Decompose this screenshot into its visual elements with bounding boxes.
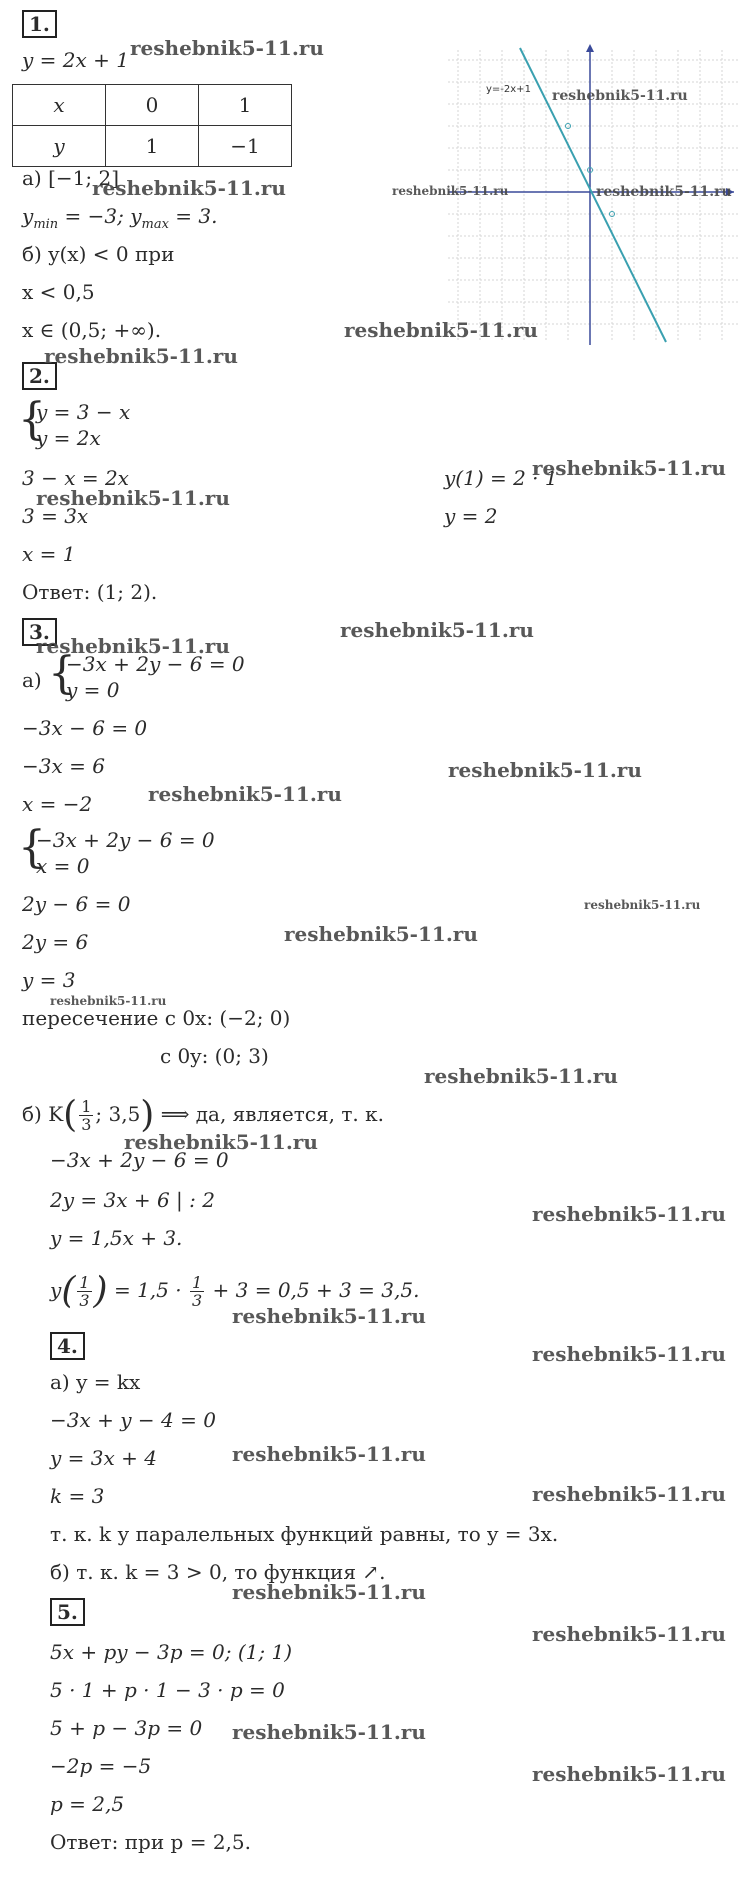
task-4-line-4: k = 3 <box>50 1484 105 1508</box>
table-x-value-2: 1 <box>199 85 292 126</box>
watermark: reshebnik5-11.ru <box>596 184 732 200</box>
task-4-line-2: −3x + y − 4 = 0 <box>50 1408 216 1432</box>
task-5-line-3: 5 + p − 3p = 0 <box>50 1716 203 1740</box>
task-2-answer: Ответ: (1; 2). <box>22 580 158 604</box>
watermark: reshebnik5-11.ru <box>232 1304 426 1328</box>
watermark: reshebnik5-11.ru <box>532 1622 726 1646</box>
task-2-line-1: 3 − x = 2x <box>22 466 129 490</box>
value-table <box>12 84 292 167</box>
watermark: reshebnik5-11.ru <box>424 1064 618 1088</box>
watermark: reshebnik5-11.ru <box>44 344 238 368</box>
table-y-label: y <box>13 126 106 167</box>
task-3-sys-b-1: −3x + 2y − 6 = 0 <box>36 828 215 852</box>
task-2-line-2: 3 = 3x <box>22 504 89 528</box>
task-4-line-6: б) т. к. k = 3 > 0, то функция ↗. <box>50 1560 386 1584</box>
watermark: reshebnik5-11.ru <box>532 456 726 480</box>
task-2-line-3: x = 1 <box>22 542 76 566</box>
task-2-right-2: y = 2 <box>444 504 498 528</box>
graph-label: y=-2x+1 <box>486 84 531 95</box>
watermark: reshebnik5-11.ru <box>532 1202 726 1226</box>
task-1-line-a: а) [−1; 2] <box>22 166 119 190</box>
watermark: reshebnik5-11.ru <box>344 318 538 342</box>
watermark: reshebnik5-11.ru <box>232 1720 426 1744</box>
watermark: reshebnik5-11.ru <box>284 922 478 946</box>
task-1-line-b3: x ∈ (0,5; +∞). <box>22 318 162 342</box>
task-3-b-3: y = 1,5x + 3. <box>50 1226 183 1250</box>
watermark: reshebnik5-11.ru <box>130 36 324 60</box>
y-axis-arrow <box>586 44 594 52</box>
task-3-line-6: y = 3 <box>22 968 76 992</box>
system-brace: { <box>48 648 76 699</box>
task-2-sys-1: y = 3 − x <box>36 400 131 424</box>
task-3-line-2: −3x = 6 <box>22 754 105 778</box>
watermark: reshebnik5-11.ru <box>148 782 342 806</box>
task-5-line-4: −2p = −5 <box>50 1754 152 1778</box>
table-y-value-2: −1 <box>199 126 292 167</box>
task-3-b-line: б) K( $\frac{1}{3}$ ; 3,5) ⟹ да, является, т. к. <box>22 1094 384 1136</box>
task-1-line-b2: x < 0,5 <box>22 280 95 304</box>
task-3-b-4: y( $\frac{1}{3}$ ) = 1,5 · $\frac{1}{3}$ + 3 = 0,5 + 3 = 3,5. <box>50 1270 420 1312</box>
watermark: reshebnik5-11.ru <box>532 1482 726 1506</box>
task-2-right-1: y(1) = 2 · 1 <box>444 466 558 490</box>
task-3-number: 3. <box>22 618 57 646</box>
task-5-line-1: 5x + py − 3p = 0; (1; 1) <box>50 1640 293 1664</box>
task-3-line-1: −3x − 6 = 0 <box>22 716 148 740</box>
system-brace: { <box>18 394 46 445</box>
task-3-sys-a-1: −3x + 2y − 6 = 0 <box>66 652 245 676</box>
task-1-equation: y = 2x + 1 <box>22 48 129 72</box>
task-3-sys-b-2: x = 0 <box>36 854 90 878</box>
task-4-line-1: а) y = kx <box>50 1370 141 1394</box>
watermark: reshebnik5-11.ru <box>92 176 286 200</box>
watermark: reshebnik5-11.ru <box>36 486 230 510</box>
table-x-value-1: 0 <box>106 85 199 126</box>
watermark: reshebnik5-11.ru <box>532 1762 726 1786</box>
task-1-line-b: б) y(x) < 0 при <box>22 242 175 266</box>
task-4-number: 4. <box>50 1332 85 1360</box>
task-3-sys-a-2: y = 0 <box>66 678 120 702</box>
watermark: reshebnik5-11.ru <box>232 1580 426 1604</box>
watermark: reshebnik5-11.ru <box>340 618 534 642</box>
watermark: reshebnik5-11.ru <box>584 898 701 912</box>
task-3-line-5: 2y = 6 <box>22 930 89 954</box>
table-x-label: x <box>13 85 106 126</box>
task-3-line-3: x = −2 <box>22 792 93 816</box>
table-y-value-1: 1 <box>106 126 199 167</box>
task-2-sys-2: y = 2x <box>36 426 101 450</box>
task-3-line-4: 2y − 6 = 0 <box>22 892 131 916</box>
task-3-line-7: пересечение с 0x: (−2; 0) <box>22 1006 291 1030</box>
watermark: reshebnik5-11.ru <box>36 634 230 658</box>
task-4-line-3: y = 3x + 4 <box>50 1446 157 1470</box>
task-3-a-prefix: а) <box>22 668 42 692</box>
task-5-answer: Ответ: при p = 2,5. <box>50 1830 251 1854</box>
task-1-minmax: $y_{min} = -3$; $y_{max} = 3$. <box>22 204 218 232</box>
task-3-line-8: с 0y: (0; 3) <box>160 1044 269 1068</box>
task-4-line-5: т. к. k у паралельных функций равны, то y = 3x. <box>50 1522 559 1546</box>
watermark: reshebnik5-11.ru <box>552 88 688 104</box>
watermark: reshebnik5-11.ru <box>392 184 509 198</box>
task-1-number: 1. <box>22 10 57 38</box>
task-2-number: 2. <box>22 362 57 390</box>
watermark: reshebnik5-11.ru <box>124 1130 318 1154</box>
task-5-line-5: p = 2,5 <box>50 1792 125 1816</box>
watermark: reshebnik5-11.ru <box>448 758 642 782</box>
system-brace: { <box>18 822 46 873</box>
watermark: reshebnik5-11.ru <box>532 1342 726 1366</box>
watermark: reshebnik5-11.ru <box>50 994 167 1008</box>
task-3-b-1: −3x + 2y − 6 = 0 <box>50 1148 229 1172</box>
task-5-number: 5. <box>50 1598 85 1626</box>
task-3-b-2: 2y = 3x + 6 | : 2 <box>50 1188 215 1212</box>
task-5-line-2: 5 · 1 + p · 1 − 3 · p = 0 <box>50 1678 285 1702</box>
watermark: reshebnik5-11.ru <box>232 1442 426 1466</box>
